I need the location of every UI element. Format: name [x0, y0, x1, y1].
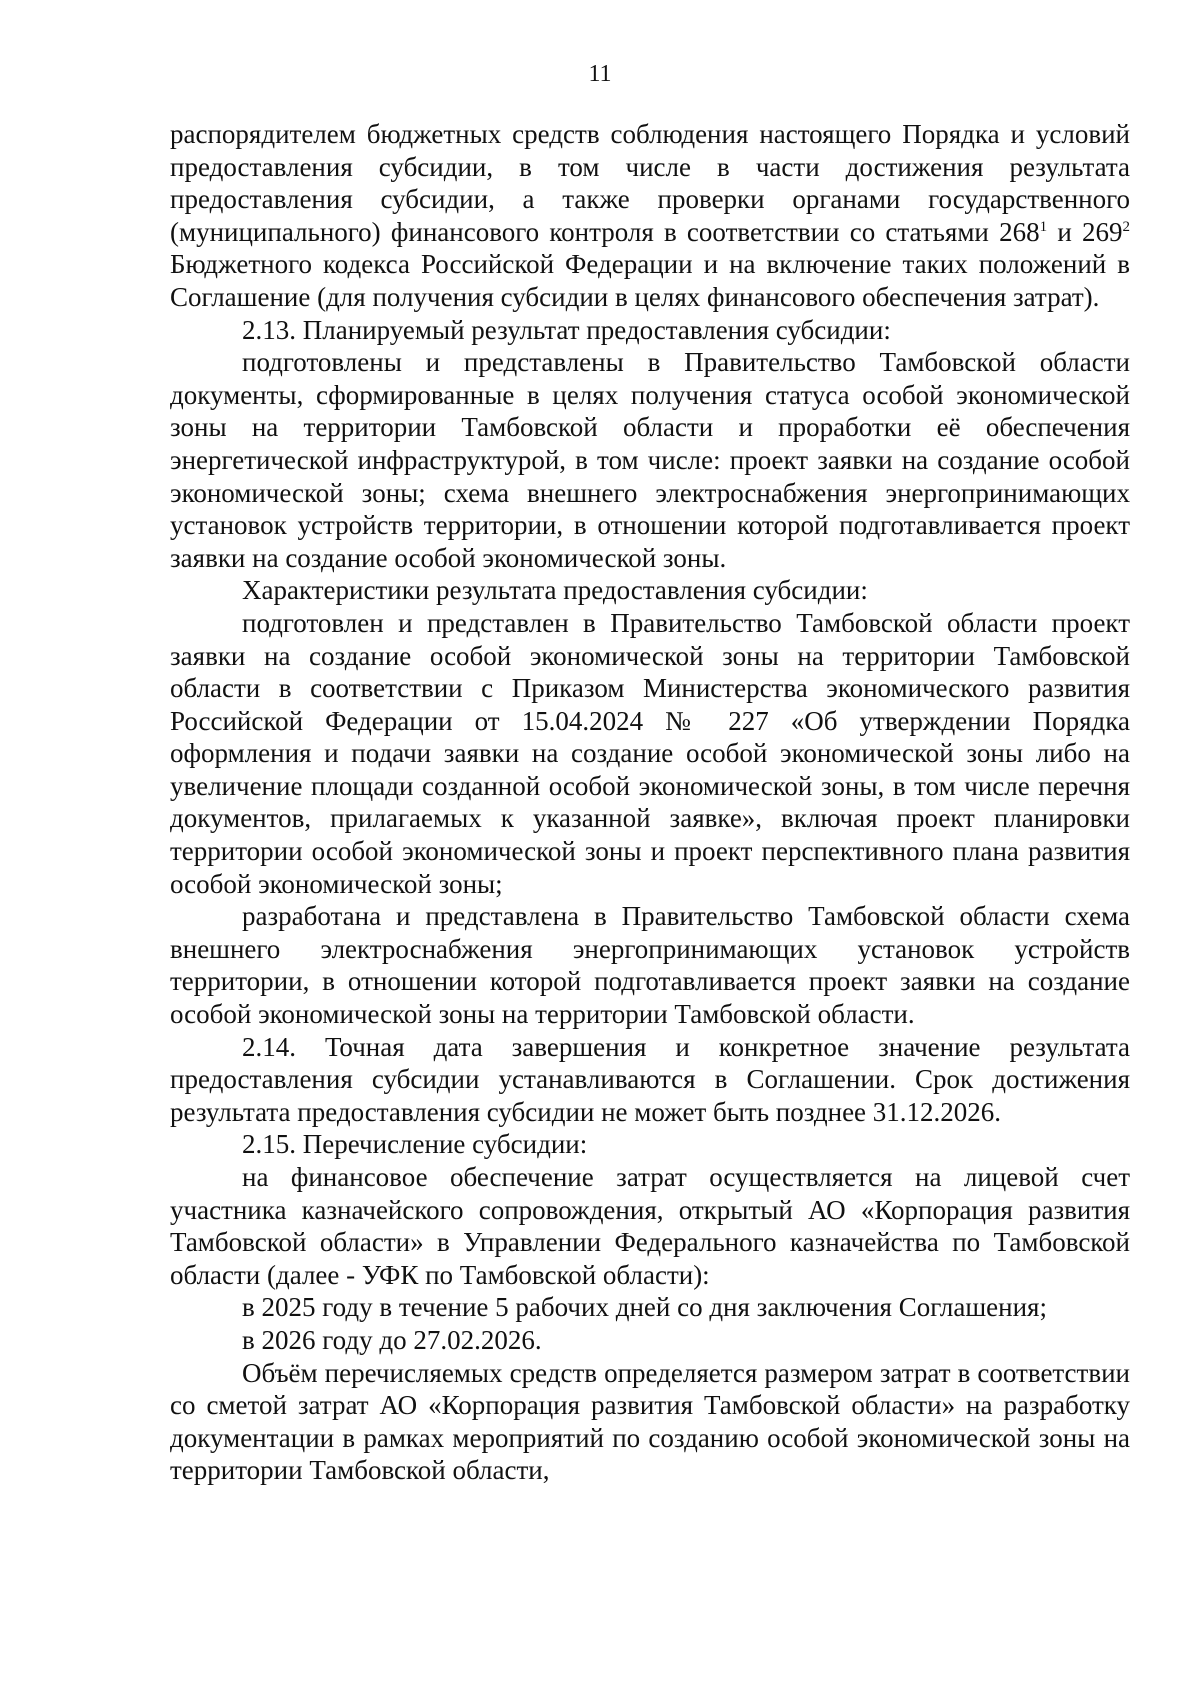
section-2-14: 2.14. Точная дата завершения и конкретное значение результата предоставления субсидии устанавливаются в Соглашении. Срок достижения результата предоставления субсидии не может быть позднее 31.12.2026.: [170, 1031, 1130, 1127]
page-number: 11: [588, 61, 612, 87]
paragraph-text: и 269: [1047, 216, 1123, 247]
paragraph-text: распорядителем бюджетных средств соблюдения настоящего Порядка и условий предоставления субсидии, в том числе в части достижения результата предоставления субсидии, а также проверки органами государственного (муниципального) финансового контроля в соответствии со статьями 268: [170, 119, 1130, 247]
paragraph-continuation: [170, 118, 1130, 314]
paragraph: подготовлены и представлены в Правительство Тамбовской области документы, сформированные в целях получения статуса особой экономической зоны на территории Тамбовской области и проработки её обеспечения энергетической инфраструктурой, в том числе: проект заявки на создание особой экономической зоны; схема внешнего электроснабжения энергопринимающих установок устройств территории, в отношении которой подготавливается проект заявки на создание особой экономической зоны.: [170, 347, 1130, 573]
list-item-2026: в 2026 году до 27.02.2026.: [242, 1324, 542, 1355]
paragraph: на финансовое обеспечение затрат осуществляется на лицевой счет участника казначейского сопровождения, открытый АО «Корпорация развития Тамбовской области» в Управлении Федерального казначейства по Тамбовской области (далее - УФК по Тамбовской области):: [170, 1162, 1130, 1290]
subheading-characteristics: Характеристики результата предоставления субсидии:: [242, 575, 868, 606]
paragraph-text: Бюджетного кодекса Российской Федерации и на включение таких положений в Соглашение (для получения субсидии в целях финансового обеспечения затрат).: [170, 249, 1130, 312]
superscript: 1: [1039, 218, 1048, 235]
section-heading-2-13: 2.13. Планируемый результат предоставления субсидии:: [242, 314, 891, 345]
list-item-2025: в 2025 году в течение 5 рабочих дней со дня заключения Соглашения;: [242, 1292, 1047, 1323]
superscript: 2: [1122, 218, 1130, 235]
paragraph: Объём перечисляемых средств определяется размером затрат в соответствии со сметой затрат АО «Корпорация развития Тамбовской области» на разработку документации в рамках мероприятий по созданию особой экономической зоны на территории Тамбовской области,: [170, 1357, 1130, 1486]
paragraph: подготовлен и представлен в Правительство Тамбовской области проект заявки на создание особой экономической зоны на территории Тамбовской области в соответствии с Приказом Министерства экономического развития Российской Федерации от 15.04.2024 № 227 «Об утверждении Порядка оформления и подачи заявки на создание особой экономической зоны либо на увеличение площади созданной особой экономической зоны, в том числе перечня документов, прилагаемых к указанной заявке», включая проект планировки территории особой экономической зоны и проект перспективного плана развития особой экономической зоны;: [170, 607, 1130, 899]
document-body: [170, 118, 1130, 1487]
section-heading-2-15: 2.15. Перечисление субсидии:: [242, 1129, 588, 1160]
paragraph: разработана и представлена в Правительство Тамбовской области схема внешнего электроснабжения энергопринимающих установок устройств территории, в отношении которой подготавливается проект заявки на создание особой экономической зоны на территории Тамбовской области.: [170, 901, 1130, 1030]
